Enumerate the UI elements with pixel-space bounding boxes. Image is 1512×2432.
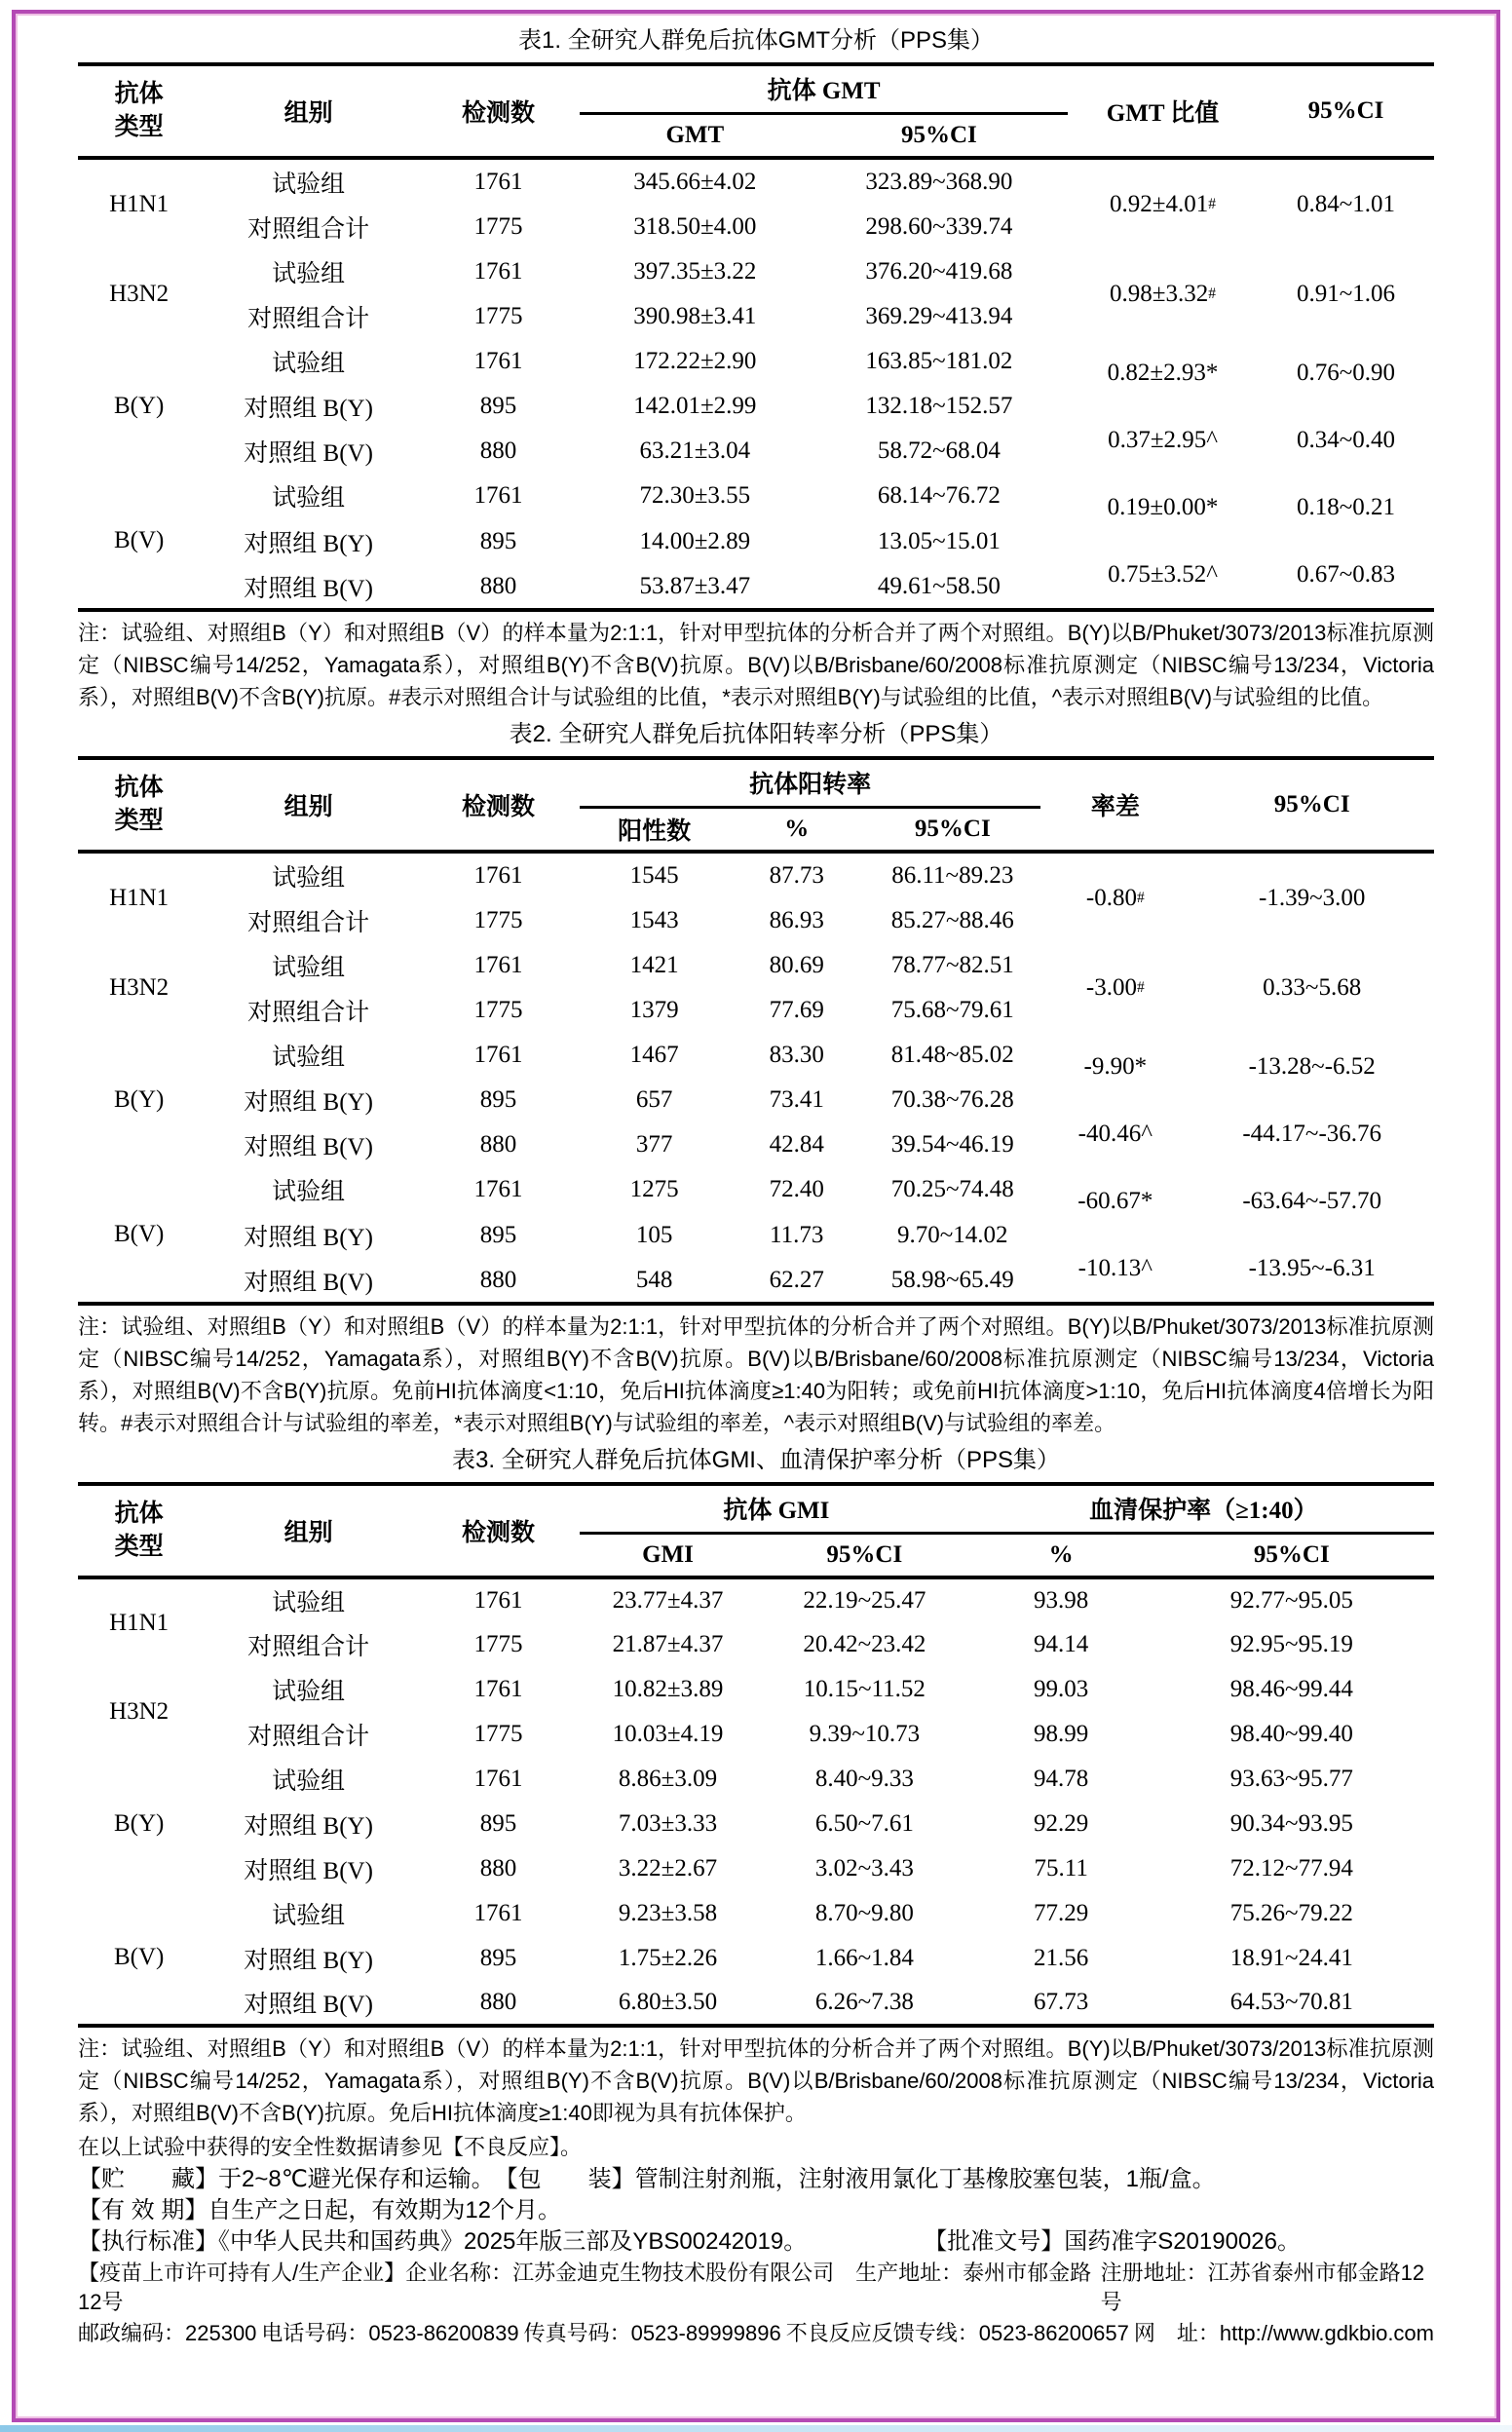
antigen-cell: H1N1 <box>109 885 170 911</box>
value-cell: 98.99 <box>1034 1721 1089 1747</box>
value-cell: 83.30 <box>769 1042 824 1068</box>
col-header-antibody-type <box>78 64 200 158</box>
value-cell: 62.27 <box>769 1266 824 1293</box>
group-cell: 试验组 <box>272 1903 346 1929</box>
value-cell: 77.29 <box>1034 1900 1089 1926</box>
ratio-value: -3.00 # <box>1085 974 1145 1001</box>
value-cell: 1467 <box>629 1042 679 1068</box>
ratio-ci: 0.91~1.06 <box>1296 281 1395 307</box>
col-header-gmt-ci: 95%CI <box>900 121 977 148</box>
table-row <box>78 1891 1434 1936</box>
ratio-ci: 0.67~0.83 <box>1296 560 1395 588</box>
col-header-percent-ci: 95%CI <box>914 815 991 842</box>
table-row <box>78 1577 1434 1622</box>
ratio-value: 0.37±2.95^ <box>1108 426 1219 453</box>
table-row <box>78 1936 1434 1981</box>
value-cell: 77.69 <box>769 997 824 1023</box>
value-cell: 132.18~152.57 <box>865 393 1013 419</box>
value-cell: 94.14 <box>1034 1631 1089 1657</box>
group-cell: 对照组 B(Y) <box>244 1224 373 1251</box>
value-cell: 1761 <box>473 861 523 889</box>
ratio-ci: -1.39~3.00 <box>1259 885 1366 911</box>
group-cell: 对照组合计 <box>247 909 370 936</box>
group-cell: 对照组 B(Y) <box>244 530 373 557</box>
ratio-value: 0.98±3.32 # <box>1110 281 1217 307</box>
value-cell: 80.69 <box>769 952 824 978</box>
contact-line <box>78 2319 1434 2348</box>
group-cell: 对照组 B(V) <box>244 1992 373 2018</box>
value-cell: 376.20~419.68 <box>865 258 1013 285</box>
value-cell: 85.27~88.46 <box>890 906 1014 933</box>
group-cell: 对照组 B(V) <box>244 1134 373 1160</box>
value-cell: 1761 <box>473 168 523 195</box>
value-cell: 1761 <box>473 348 523 374</box>
safety-data-reference: 在以上试验中获得的安全性数据请参见【不良反应】。 <box>78 2135 583 2159</box>
value-cell: 1761 <box>473 1766 523 1792</box>
value-cell: 13.05~15.01 <box>877 527 1001 554</box>
group-cell: 试验组 <box>272 1179 346 1206</box>
value-cell: 93.63~95.77 <box>1229 1766 1353 1792</box>
value-cell: 657 <box>635 1086 673 1113</box>
table3-title: 表3. 全研究人群免后抗体GMI、血清保护率分析（PPS集） <box>451 1447 1061 1473</box>
value-cell: 323.89~368.90 <box>865 168 1013 195</box>
table-row <box>78 249 1434 294</box>
value-cell: 23.77±4.37 <box>612 1587 724 1614</box>
table-row <box>78 1667 1434 1712</box>
table2-header <box>78 758 1434 852</box>
value-cell: 73.41 <box>769 1086 824 1113</box>
value-cell: 1761 <box>473 258 523 285</box>
col-header-antibody-type <box>78 1484 200 1577</box>
value-cell: 99.03 <box>1034 1676 1089 1702</box>
value-cell: 68.14~76.72 <box>877 482 1001 510</box>
value-cell: 94.78 <box>1034 1766 1089 1792</box>
value-cell: 1.66~1.84 <box>814 1945 914 1971</box>
table3-body <box>78 1577 1434 2026</box>
table-row <box>78 1712 1434 1757</box>
ratio-value: -9.90* <box>1083 1052 1148 1080</box>
hash-superscript: # <box>1136 890 1145 906</box>
ratio-ci: 0.84~1.01 <box>1296 191 1395 217</box>
col-header-rate-diff: 率差 <box>1090 794 1140 820</box>
value-cell: 3.02~3.43 <box>814 1855 914 1881</box>
ratio-value: -60.67* <box>1077 1187 1153 1214</box>
phone-number: 电话号码：0523-86200839 <box>261 2321 519 2345</box>
table3-header <box>78 1484 1434 1577</box>
value-cell: 1761 <box>473 1042 523 1068</box>
value-cell: 142.01±2.99 <box>633 393 757 419</box>
group-cell: 对照组 B(V) <box>244 1269 373 1296</box>
ratio-ci: 0.76~0.90 <box>1296 359 1395 386</box>
table-row <box>78 1622 1434 1667</box>
value-cell: 70.25~74.48 <box>890 1176 1014 1203</box>
value-cell: 8.86±3.09 <box>618 1766 718 1792</box>
group-cell: 试验组 <box>272 1679 346 1705</box>
value-cell: 1275 <box>629 1176 679 1203</box>
value-cell: 86.11~89.23 <box>891 861 1014 889</box>
value-cell: 548 <box>635 1266 673 1293</box>
table-row <box>78 1802 1434 1846</box>
ratio-cell <box>1040 852 1190 943</box>
group-cell: 对照组 B(Y) <box>244 396 373 422</box>
group-cell: 对照组 B(Y) <box>244 1813 373 1840</box>
value-cell: 64.53~70.81 <box>1229 1989 1353 2015</box>
fax-number: 传真号码：0523-89999896 <box>523 2321 781 2345</box>
hash-superscript: # <box>1208 196 1217 212</box>
table1-gmt-analysis <box>78 62 1434 612</box>
table-row <box>78 1846 1434 1891</box>
ratio-ci-cell <box>1258 474 1434 610</box>
value-cell: 172.22±2.90 <box>633 348 757 374</box>
group-cell: 试验组 <box>272 171 346 198</box>
group-cell: 对照组 B(Y) <box>244 1089 373 1116</box>
antibody-type-line2: 类型 <box>114 114 164 140</box>
table-row <box>78 1981 1434 2026</box>
value-cell: 1775 <box>473 212 523 240</box>
value-cell: 1775 <box>473 906 523 933</box>
table-row <box>78 339 1434 384</box>
table2-body <box>78 852 1434 1304</box>
group-cell: 试验组 <box>272 1590 346 1616</box>
ratio-cell <box>1068 249 1258 339</box>
table1-header <box>78 64 1434 158</box>
ratio-value: 0.82±2.93* <box>1107 359 1219 386</box>
website-url: 网 址：http://www.gdkbio.com <box>1133 2321 1434 2345</box>
ratio-cell <box>1040 943 1190 1033</box>
group-cell: 试验组 <box>272 1045 346 1071</box>
table1-title: 表1. 全研究人群免后抗体GMT分析（PPS集） <box>517 27 995 54</box>
group-cell: 试验组 <box>272 261 346 287</box>
ratio-value: -0.80 # <box>1085 885 1145 911</box>
group-cell: 试验组 <box>272 351 346 377</box>
license-holder-info: 【疫苗上市许可持有人/生产企业】企业名称：江苏金迪克生物技术股份有限公司 生产地址：泰州市郁金路12号 <box>78 2261 1092 2314</box>
value-cell: 9.39~10.73 <box>809 1721 921 1747</box>
ratio-cell <box>1068 474 1258 610</box>
value-cell: 7.03±3.33 <box>618 1810 718 1837</box>
table-row <box>78 1167 1434 1213</box>
col-header-count: 检测数 <box>461 100 535 127</box>
col-header-protection-ci: 95%CI <box>1253 1540 1330 1568</box>
value-cell: 39.54~46.19 <box>890 1131 1014 1158</box>
adverse-reaction-hotline: 不良反应反馈专线：0523-86200657 <box>785 2321 1129 2345</box>
col-header-group: 组别 <box>284 100 333 127</box>
value-cell: 880 <box>479 572 517 599</box>
value-cell: 895 <box>479 1221 517 1248</box>
group-cell: 对照组合计 <box>247 1000 370 1026</box>
ratio-ci-cell <box>1190 852 1434 943</box>
ratio-value: -40.46^ <box>1077 1120 1153 1147</box>
package-info: 【包 装】管制注射剂瓶，注射液用氯化丁基橡胶塞包装，1瓶/盒。 <box>494 2166 1216 2192</box>
value-cell: 98.46~99.44 <box>1229 1676 1353 1702</box>
value-cell: 397.35±3.22 <box>633 258 757 285</box>
value-cell: 105 <box>635 1221 673 1248</box>
validity-info: 【有 效 期】自生产之日起，有效期为12个月。 <box>78 2197 562 2223</box>
value-cell: 880 <box>479 1989 517 2015</box>
value-cell: 3.22±2.67 <box>618 1855 718 1881</box>
ratio-value: 0.92±4.01 # <box>1110 191 1217 217</box>
value-cell: 22.19~25.47 <box>803 1587 926 1614</box>
value-cell: 6.50~7.61 <box>814 1810 914 1837</box>
hash-superscript: # <box>1208 285 1217 302</box>
ratio-cell <box>1068 158 1258 249</box>
group-cell: 试验组 <box>272 485 346 513</box>
value-cell: 9.23±3.58 <box>618 1900 718 1926</box>
value-cell: 1775 <box>473 1721 523 1747</box>
value-cell: 1775 <box>473 303 523 329</box>
approval-number: 【批准文号】国药准字S20190026。 <box>924 2228 1301 2255</box>
group-cell: 对照组合计 <box>247 1634 370 1660</box>
ratio-ci: -44.17~-36.76 <box>1242 1120 1382 1147</box>
value-cell: 49.61~58.50 <box>877 572 1001 599</box>
value-cell: 98.40~99.40 <box>1229 1721 1353 1747</box>
value-cell: 87.73 <box>769 861 824 889</box>
ratio-value: 0.19±0.00* <box>1107 493 1219 520</box>
value-cell: 1761 <box>473 1587 523 1614</box>
ratio-ci-cell <box>1190 1033 1434 1167</box>
value-cell: 6.26~7.38 <box>814 1989 914 2015</box>
col-header-seroprotection-rate: 血清保护率（≥1:40） <box>973 1484 1434 1533</box>
col-header-group: 组别 <box>284 794 333 820</box>
value-cell: 377 <box>635 1131 673 1158</box>
value-cell: 90.34~93.95 <box>1229 1810 1353 1837</box>
value-cell: 8.40~9.33 <box>814 1766 914 1792</box>
value-cell: 81.48~85.02 <box>890 1042 1014 1068</box>
antigen-cell: H3N2 <box>109 974 170 1001</box>
ratio-ci-cell <box>1258 339 1434 474</box>
col-header-seroconversion-rate: 抗体阳转率 <box>580 758 1040 807</box>
holder-line <box>78 2259 1434 2317</box>
ratio-cell <box>1040 1167 1190 1304</box>
value-cell: 163.85~181.02 <box>865 348 1013 374</box>
value-cell: 369.29~413.94 <box>865 303 1013 329</box>
antigen-cell: B(V) <box>113 1221 165 1247</box>
col-header-count: 检测数 <box>461 794 535 820</box>
group-cell: 对照组合计 <box>247 306 370 332</box>
value-cell: 93.98 <box>1034 1587 1089 1614</box>
value-cell: 880 <box>479 437 517 464</box>
group-cell: 试验组 <box>272 1768 346 1795</box>
value-cell: 1543 <box>629 906 679 933</box>
value-cell: 10.82±3.89 <box>612 1676 724 1702</box>
value-cell: 8.70~9.80 <box>814 1900 914 1926</box>
antibody-type-line2: 类型 <box>114 808 164 834</box>
value-cell: 42.84 <box>769 1131 824 1158</box>
value-cell: 390.98±3.41 <box>633 303 757 329</box>
table-row <box>78 1033 1434 1078</box>
col-header-diff-ci: 95%CI <box>1273 791 1350 817</box>
value-cell: 72.30±3.55 <box>639 482 751 510</box>
ratio-cell <box>1040 1033 1190 1167</box>
value-cell: 58.98~65.49 <box>890 1266 1014 1293</box>
value-cell: 92.95~95.19 <box>1229 1631 1353 1657</box>
antibody-type-line2: 类型 <box>114 1534 164 1560</box>
col-header-antibody-gmi: 抗体 GMI <box>580 1484 973 1533</box>
group-cell: 对照组合计 <box>247 1724 370 1750</box>
antibody-type-line1: 抗体 <box>114 775 164 801</box>
value-cell: 880 <box>479 1266 517 1293</box>
value-cell: 18.91~24.41 <box>1229 1945 1353 1971</box>
col-header-count: 检测数 <box>461 1520 535 1546</box>
value-cell: 880 <box>479 1855 517 1881</box>
value-cell: 6.80±3.50 <box>618 1989 718 2015</box>
group-cell: 试验组 <box>272 955 346 981</box>
registered-address: 注册地址：江苏省泰州市郁金路12号 <box>1100 2261 1425 2314</box>
value-cell: 14.00±2.89 <box>639 527 751 554</box>
ratio-ci-cell <box>1258 158 1434 249</box>
value-cell: 9.70~14.02 <box>897 1221 1008 1248</box>
value-cell: 21.56 <box>1034 1945 1089 1971</box>
value-cell: 880 <box>479 1131 517 1158</box>
value-cell: 1761 <box>473 482 523 510</box>
ratio-ci: 0.18~0.21 <box>1296 493 1395 520</box>
value-cell: 1421 <box>629 952 679 978</box>
ratio-value: -10.13^ <box>1077 1254 1153 1281</box>
value-cell: 10.15~11.52 <box>803 1676 926 1702</box>
value-cell: 1.75±2.26 <box>618 1945 718 1971</box>
value-cell: 318.50±4.00 <box>633 212 757 240</box>
col-header-gmt-ratio: GMT 比值 <box>1106 100 1220 127</box>
value-cell: 58.72~68.04 <box>877 437 1001 464</box>
ratio-value: 0.75±3.52^ <box>1108 560 1219 588</box>
ratio-ci-cell <box>1190 1167 1434 1304</box>
col-header-gmt: GMT <box>665 121 725 148</box>
scan-edge-artifact <box>0 2425 1512 2432</box>
value-cell: 895 <box>479 1810 517 1837</box>
value-cell: 895 <box>479 1945 517 1971</box>
table-row <box>78 1757 1434 1802</box>
table3-note: 注：试验组、对照组B（Y）和对照组B（V）的样本量为2:1:1，针对甲型抗体的分析合并了两个对照组。B(Y)以B/Phuket/3073/2013标准抗原测定（NIBSC编号14/252，Yamagata系），对照组B(Y)不含B(V)抗原。B(V)以B/Brisbane/60/2008标准抗原测定（NIBSC编号13/234，Victoria系），对照组B(V)不含B(Y)抗原。免后HI抗体滴度≥1:40即视为具有抗体保护。 <box>78 2036 1434 2125</box>
value-cell: 1379 <box>629 997 679 1023</box>
col-header-group: 组别 <box>284 1520 333 1546</box>
antibody-type-line1: 抗体 <box>114 1501 164 1527</box>
standard-approval-line <box>78 2227 1434 2257</box>
value-cell: 11.73 <box>770 1221 824 1248</box>
group-cell: 试验组 <box>272 864 346 892</box>
value-cell: 1775 <box>473 997 523 1023</box>
value-cell: 92.77~95.05 <box>1229 1587 1353 1614</box>
ratio-ci: 0.34~0.40 <box>1296 426 1395 453</box>
value-cell: 72.12~77.94 <box>1229 1855 1353 1881</box>
antigen-cell: B(Y) <box>113 1086 165 1113</box>
value-cell: 1761 <box>473 1900 523 1926</box>
antigen-cell: H3N2 <box>109 1698 170 1725</box>
standard-info: 【执行标准】《中华人民共和国药典》2025年版三部及YBS00242019。 <box>78 2228 808 2255</box>
value-cell: 1761 <box>473 1176 523 1203</box>
value-cell: 67.73 <box>1034 1989 1089 2015</box>
value-cell: 10.03±4.19 <box>612 1721 724 1747</box>
value-cell: 53.87±3.47 <box>639 572 751 599</box>
antigen-cell: H3N2 <box>109 281 170 307</box>
antigen-cell: B(V) <box>113 1944 165 1970</box>
storage-info: 【贮 藏】于2~8℃避光保存和运输。 <box>78 2166 495 2192</box>
value-cell: 75.11 <box>1034 1855 1088 1881</box>
value-cell: 298.60~339.74 <box>865 212 1013 240</box>
value-cell: 895 <box>479 393 517 419</box>
table2-title: 表2. 全研究人群免后抗体阳转率分析（PPS集） <box>509 721 1003 747</box>
antigen-cell: B(Y) <box>113 1810 165 1837</box>
ratio-cell <box>1068 339 1258 474</box>
col-header-antibody-type <box>78 758 200 852</box>
value-cell: 75.68~79.61 <box>890 997 1014 1023</box>
ratio-ci-cell <box>1190 943 1434 1033</box>
col-header-gmi: GMI <box>642 1540 694 1568</box>
storage-package-line <box>78 2165 1434 2194</box>
value-cell: 895 <box>479 1086 517 1113</box>
table-row <box>78 852 1434 897</box>
table1-body <box>78 158 1434 610</box>
value-cell: 1545 <box>629 861 679 889</box>
group-cell: 对照组 B(V) <box>244 575 373 602</box>
value-cell: 1761 <box>473 1676 523 1702</box>
antigen-cell: H1N1 <box>109 191 170 217</box>
table3-gmi-seroprotection-analysis <box>78 1482 1434 2028</box>
value-cell: 21.87±4.37 <box>612 1631 724 1657</box>
group-cell: 对照组合计 <box>247 215 370 243</box>
value-cell: 75.26~79.22 <box>1229 1900 1353 1926</box>
ratio-ci: -63.64~-57.70 <box>1242 1187 1382 1214</box>
value-cell: 345.66±4.02 <box>633 168 757 195</box>
hash-superscript: # <box>1136 979 1145 996</box>
col-header-protection-percent: % <box>1048 1540 1074 1568</box>
table-row <box>78 943 1434 988</box>
group-cell: 对照组 B(V) <box>244 1858 373 1884</box>
antigen-cell: B(Y) <box>113 393 165 419</box>
postal-code: 邮政编码：225300 <box>78 2321 257 2345</box>
col-header-positive-count: 阳性数 <box>618 817 692 845</box>
table1-note: 注：试验组、对照组B（Y）和对照组B（V）的样本量为2:1:1，针对甲型抗体的分析合并了两个对照组。B(Y)以B/Phuket/3073/2013标准抗原测定（NIBSC编号14/252，Yamagata系），对照组B(Y)不含B(V)抗原。B(V)以B/Brisbane/60/2008标准抗原测定（NIBSC编号13/234，Victoria系），对照组B(V)不含B(Y)抗原。#表示对照组合计与试验组的比值，*表示对照组B(Y)与试验组的比值，^表示对照组B(V)与试验组的比值。 <box>78 621 1434 709</box>
table2-note: 注：试验组、对照组B（Y）和对照组B（V）的样本量为2:1:1，针对甲型抗体的分析合并了两个对照组。B(Y)以B/Phuket/3073/2013标准抗原测定（NIBSC编号14/252，Yamagata系），对照组B(Y)不含B(V)抗原。B(V)以B/Brisbane/60/2008标准抗原测定（NIBSC编号13/234，Victoria系），对照组B(V)不含B(Y)抗原。免前HI抗体滴度<1:10，免后HI抗体滴度≥1:40为阳转；或免前HI抗体滴度>1:10，免后HI抗体滴度4倍增长为阳转。#表示对照组合计与试验组的率差，*表示对照组B(Y)与试验组的率差，^表示对照组B(V)与试验组的率差。 <box>78 1314 1434 1435</box>
col-header-percent: % <box>784 815 810 842</box>
value-cell: 63.21±3.04 <box>639 437 751 464</box>
col-header-antibody-gmt: 抗体 GMT <box>580 64 1068 113</box>
col-header-gmi-ci: 95%CI <box>826 1540 903 1568</box>
value-cell: 1775 <box>473 1631 523 1657</box>
table2-seroconversion-analysis <box>78 756 1434 1306</box>
group-cell: 对照组 B(V) <box>244 440 373 467</box>
value-cell: 92.29 <box>1034 1810 1089 1837</box>
ratio-ci: -13.95~-6.31 <box>1248 1254 1376 1281</box>
value-cell: 1761 <box>473 952 523 978</box>
value-cell: 20.42~23.42 <box>803 1631 926 1657</box>
value-cell: 895 <box>479 527 517 554</box>
group-cell: 对照组 B(Y) <box>244 1948 373 1974</box>
value-cell: 70.38~76.28 <box>890 1086 1014 1113</box>
antigen-cell: B(V) <box>113 527 165 553</box>
antibody-type-line1: 抗体 <box>114 81 164 107</box>
antigen-cell: H1N1 <box>109 1610 170 1636</box>
col-header-ratio-ci: 95%CI <box>1307 97 1384 124</box>
ratio-ci-cell <box>1258 249 1434 339</box>
ratio-ci: 0.33~5.68 <box>1263 974 1362 1001</box>
value-cell: 86.93 <box>769 906 824 933</box>
value-cell: 72.40 <box>769 1176 824 1203</box>
validity-line <box>78 2196 1434 2225</box>
table-row <box>78 158 1434 204</box>
value-cell: 78.77~82.51 <box>890 952 1014 978</box>
table-row <box>78 474 1434 519</box>
ratio-ci: -13.28~-6.52 <box>1248 1052 1376 1080</box>
